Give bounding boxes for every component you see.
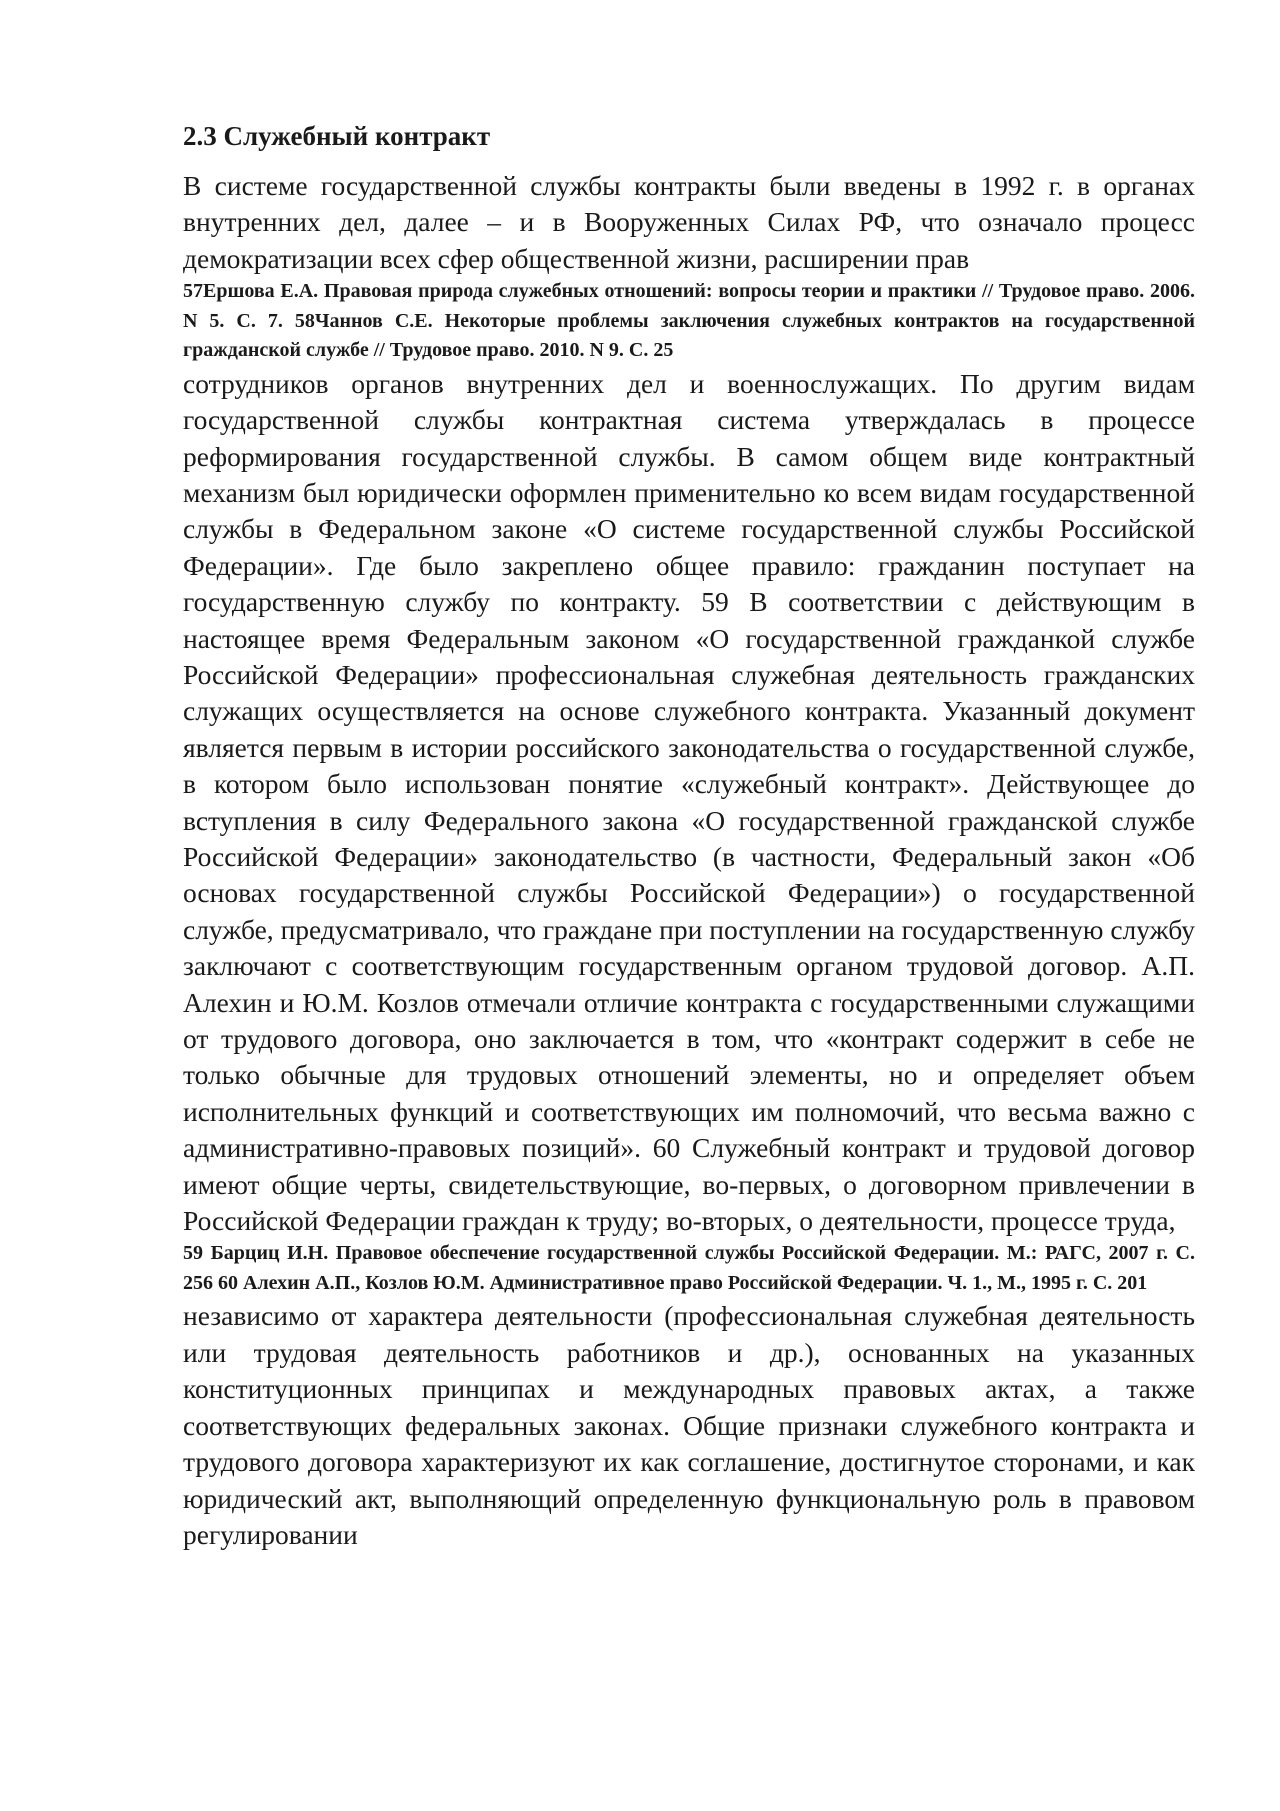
body-paragraph-2: сотрудников органов внутренних дел и военнослужащих. По другим видам государственной службы контрактная система утверждалась в процессе реформирования государственной службы. В самом общем виде контрактный механизм был юридически оформлен применительно ко всем видам государственной службы в Федеральном законе «О системе государственной службы Российской Федерации». Где было закреплено общее правило: гражданин поступает на государственную службу по контракту. 59 В соответствии с действующим в настоящее время Федеральным законом «О государственной гражданкой службе Российской Федерации» профессиональная служебная деятельность гражданских служащих осуществляется на основе служебного контракта. Указанный документ является первым в истории российского законодательства о государственной службе, в котором было использован понятие «служебный контракт». Действующее до вступления в силу Федерального закона «О государственной гражданской службе Российской Федерации» законодательство (в частности, Федеральный закон «Об основах государственной службы Российской Федерации») о государственной службе, предусматривало, что граждане при поступлении на государственную службу заключают с соответствующим государственным органом трудовой договор. А.П. Алехин и Ю.М. Козлов отмечали отличие контракта с государственными служащими от трудового договора, оно заключается в том, что «контракт содержит в себе не только обычные для трудовых отношений элементы, но и определяет объем исполнительных функций и соответствующих им полномочий, что весьма важно с административно-правовых позиций». 60 Служебный контракт и трудовой договор имеют общие черты, свидетельствующие, во-первых, о договорном привлечении в Российской Федерации граждан к труду; во-вторых, о деятельности, процессе труда, [183,367,1195,1237]
footnote-block-1: 57Ершова Е.А. Правовая природа служебных отношений: вопросы теории и практики // Трудовое право. 2006. N 5. С. 7. 58Чаннов С.Е. Некоторые проблемы заключения служебных контрактов на государственной гражданской службе // Трудовое право. 2010. N 9. С. 25 [183,280,1195,362]
body-paragraph-3: независимо от характера деятельности (профессиональная служебная деятельность или трудовая деятельность работников и др.), основанных на указанных конституционных принципах и международных правовых актах, а также соответствующих федеральных законах. Общие признаки служебного контракта и трудового договора характеризуют их как соглашение, достигнутое сторонами, и как юридический акт, выполняющий определенную функциональную роль в правовом регулировании [183,1300,1195,1550]
document-page [183,118,1195,1553]
section-heading: 2.3 Служебный контракт [183,121,491,151]
footnote-block-2: 59 Барциц И.Н. Правовое обеспечение государственной службы Российской Федерации. М.: РАГС, 2007 г. С. 256 60 Алехин А.П., Козлов Ю.М. Административное право Российской Федерации. Ч. 1., М., 1995 г. С. 201 [183,1242,1195,1294]
body-paragraph-1: В системе государственной службы контракты были введены в 1992 г. в органах внутренних дел, далее – и в Вооруженных Силах РФ, что означало процесс демократизации всех сфер общественной жизни, расширении прав [183,170,1195,274]
